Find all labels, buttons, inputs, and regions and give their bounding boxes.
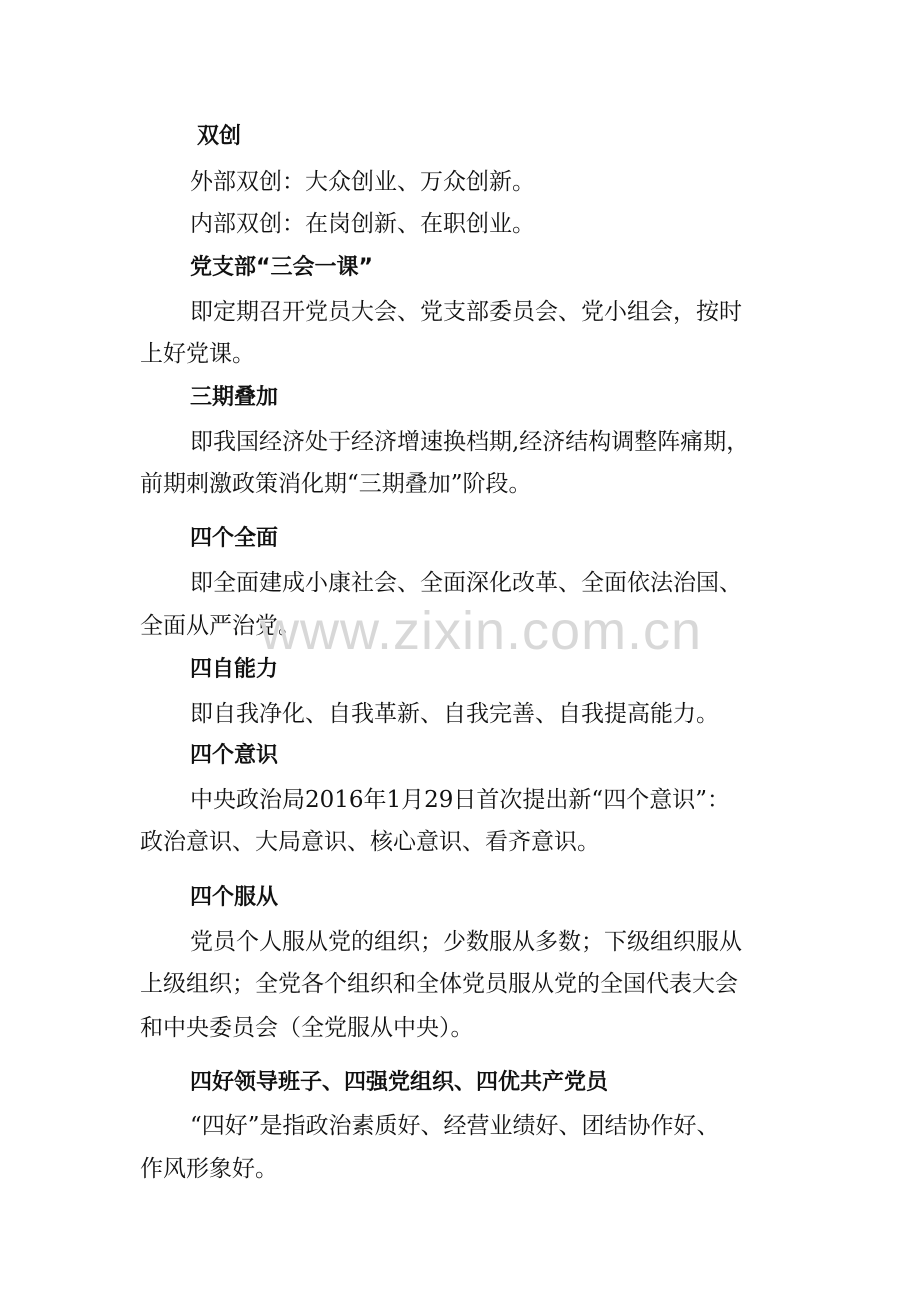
paragraph-line: 全面从严治党。 (140, 613, 301, 639)
paragraph-line: 党员个人服从党的组织；少数服从多数；下级组织服从 (190, 929, 742, 955)
paragraph-line: 即全面建成小康社会、全面深化改革、全面依法治国、 (190, 570, 742, 596)
paragraph-line: “四好”是指政治素质好、经营业绩好、团结协作好、 (190, 1113, 720, 1139)
watermark: www.zixin.com.cn (260, 601, 703, 661)
paragraph-line: 即定期召开党员大会、党支部委员会、党小组会，按时 (190, 299, 742, 325)
paragraph-line: 外部双创：大众创业、万众创新。 (190, 169, 535, 195)
paragraph-line: 中央政治局2016年1月29日首次提出新“四个意识”： (190, 787, 730, 813)
paragraph-line: 政治意识、大局意识、核心意识、看齐意识。 (140, 829, 600, 855)
section-heading: 四好领导班子、四强党组织、四优共产党员 (190, 1070, 609, 1095)
paragraph-line: 即自我净化、自我革新、自我完善、自我提高能力。 (190, 701, 719, 727)
paragraph-line: 上级组织；全党各个组织和全体党员服从党的全国代表大会 (140, 971, 738, 997)
paragraph-line: 作风形象好。 (140, 1156, 278, 1182)
section-heading: 党支部“三会一课” (190, 255, 373, 280)
section-heading: 双创 (197, 124, 242, 149)
section-heading: 四个意识 (190, 743, 279, 768)
section-heading: 四个服从 (190, 885, 279, 910)
paragraph-line: 上好党课。 (140, 341, 255, 367)
paragraph-line: 即我国经济处于经济增速换档期,经济结构调整阵痛期， (190, 429, 750, 455)
paragraph-line: 内部双创：在岗创新、在职创业。 (190, 211, 535, 237)
section-heading: 四自能力 (190, 657, 279, 682)
paragraph-line: 和中央委员会（全党服从中央）。 (140, 1015, 474, 1041)
section-heading: 三期叠加 (190, 385, 279, 410)
section-heading: 四个全面 (190, 526, 279, 551)
paragraph-line: 前期刺激政策消化期“三期叠加”阶段。 (140, 471, 532, 497)
